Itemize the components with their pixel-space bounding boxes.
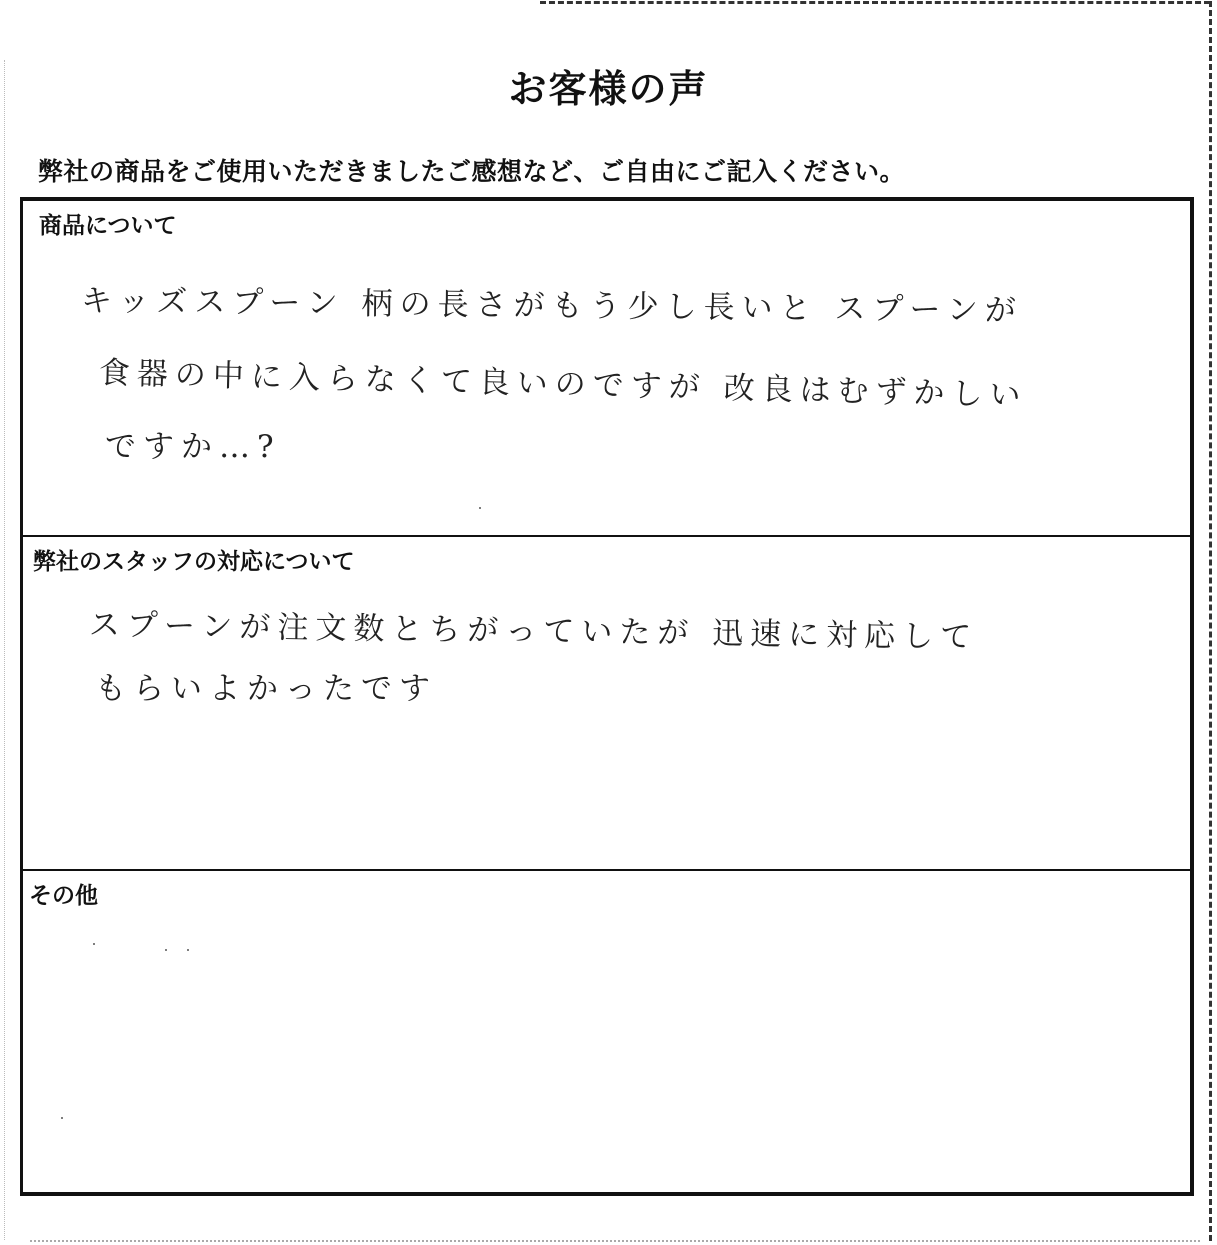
scan-speck bbox=[165, 949, 167, 951]
handwritten-line: スプーンが注文数とちがっていたが 迅速に対応して bbox=[88, 607, 979, 656]
handwritten-line: もらいよかったです bbox=[95, 671, 437, 707]
dashed-border-top bbox=[540, 1, 1210, 4]
section-other bbox=[23, 869, 1190, 1193]
section-staff bbox=[23, 535, 1190, 869]
form-instruction: 弊社の商品をご使用いただきましたご感想など、ご自由にご記入ください。 bbox=[38, 157, 906, 186]
section-header-staff: 弊社のスタッフの対応について bbox=[33, 549, 355, 575]
handwritten-line: キッズスプーン 柄の長さがもう少し長いと スプーンが bbox=[80, 283, 1024, 329]
scan-speck bbox=[61, 1117, 63, 1119]
scan-speck bbox=[187, 949, 189, 951]
section-product bbox=[23, 201, 1190, 535]
page-edge-left bbox=[4, 60, 5, 1240]
dashed-border-right bbox=[1209, 1, 1212, 1241]
scan-speck bbox=[479, 507, 481, 509]
section-header-product: 商品について bbox=[39, 213, 177, 239]
scan-speck bbox=[93, 943, 95, 945]
survey-form-box bbox=[20, 197, 1194, 1196]
page-edge-bottom bbox=[30, 1240, 1200, 1242]
handwritten-line: 食器の中に入らなくて良いのですが 改良はむずかしい bbox=[98, 355, 1028, 414]
form-title: お客様の声 bbox=[508, 67, 709, 111]
handwritten-line: ですか…? bbox=[105, 429, 281, 465]
section-header-other: その他 bbox=[29, 883, 98, 909]
